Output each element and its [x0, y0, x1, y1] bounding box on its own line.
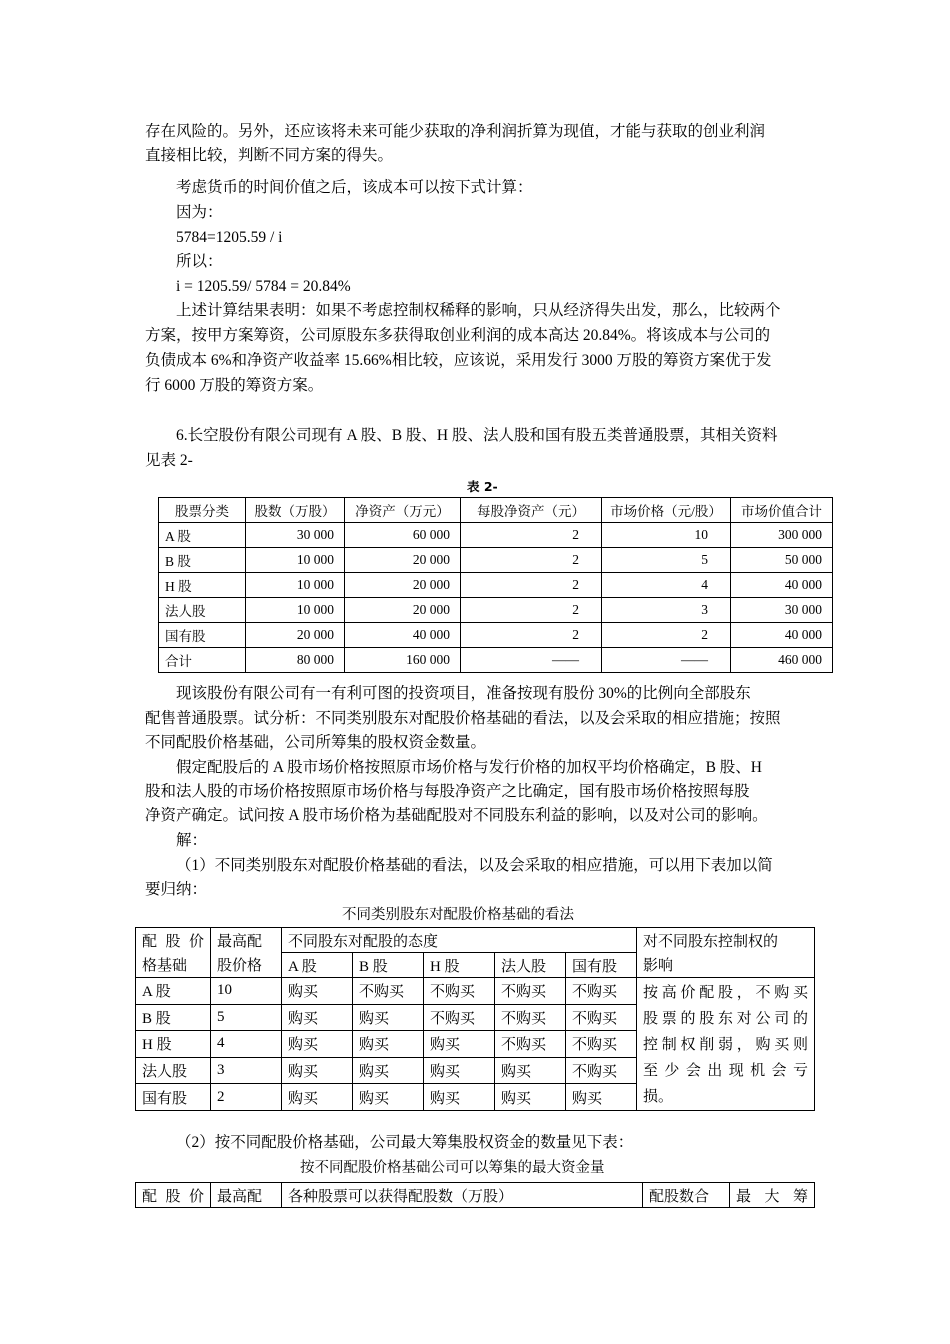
text-line: 考虑货币的时间价值之后，该成本可以按下式计算：	[176, 179, 533, 196]
text-line: 解：	[176, 832, 208, 849]
table-cell: 3	[211, 1057, 282, 1084]
table-cell: 合计	[159, 648, 246, 673]
table-cell: 4	[602, 573, 731, 598]
table-cell: 40 000	[345, 623, 461, 648]
table-cell: 法人股	[159, 598, 246, 623]
table-cell: 购买	[353, 1084, 424, 1111]
table-cell: 不购买	[424, 1004, 495, 1031]
table-cell: A 股	[136, 978, 211, 1005]
table-cell: 20 000	[345, 598, 461, 623]
table-total-row	[159, 648, 833, 673]
table-header-row	[159, 498, 833, 523]
control-effect-cell: 按高价配股，不购买 股票的股东对公司的 控制权削弱，购买则 至少会出现机会亏 损。	[637, 978, 815, 1111]
table-header-cell: 对不同股东控制权的	[637, 928, 815, 953]
table-cell: 购买	[282, 1084, 353, 1111]
text-line: 上述计算结果表明：如果不考虑控制权稀释的影响，只从经济得失出发，那么，比较两个	[176, 302, 781, 319]
table-cell: 60 000	[345, 523, 461, 548]
table-cell: 50 000	[731, 548, 833, 573]
table-cell: ——	[602, 648, 731, 673]
table-row	[159, 598, 833, 623]
table-cell: 5	[602, 548, 731, 573]
table-header-cell: 国有股	[566, 953, 637, 978]
table-cell: 购买	[282, 978, 353, 1005]
table-cell: 不购买	[353, 978, 424, 1005]
table-cell: 2	[211, 1084, 282, 1111]
table-cell: 2	[461, 573, 602, 598]
table-cell: 20 000	[345, 573, 461, 598]
table-cell: B 股	[159, 548, 246, 573]
text-line: 不同配股价格基础，公司所筹集的股权资金数量。	[145, 734, 487, 751]
table-header-cell: 法人股	[495, 953, 566, 978]
table-cell: 购买	[424, 1031, 495, 1058]
text-line: 因为：	[176, 204, 223, 221]
text-line: 行 6000 万股的筹资方案。	[145, 377, 324, 394]
table-row	[159, 623, 833, 648]
table-row	[159, 573, 833, 598]
table-cell: 40 000	[731, 623, 833, 648]
text-line: 股和法人股的市场价格按照原市场价格与每股净资产之比确定，国有股市场价格按照每股	[145, 783, 750, 800]
table-cell: 4	[211, 1031, 282, 1058]
table-caption: 表 2-	[467, 479, 498, 494]
table-cell: 30 000	[246, 523, 345, 548]
table-cell: 不购买	[495, 978, 566, 1005]
text-line: 直接相比较，判断不同方案的得失。	[145, 147, 394, 164]
table-cell: 不购买	[424, 978, 495, 1005]
text-line: （1）不同类别股东对配股价格基础的看法，以及会采取的相应措施，可以用下表加以简	[176, 857, 773, 874]
table-cell: 不购买	[566, 1057, 637, 1084]
table-header-cell: 配股数合	[643, 1183, 730, 1208]
table-cell: 5	[211, 1004, 282, 1031]
table-header-cell: 最 大 筹	[730, 1183, 815, 1208]
table-cell: 20 000	[345, 548, 461, 573]
text-line: 要归纳：	[145, 881, 208, 898]
table-cell: 2	[461, 623, 602, 648]
table-cell: 10 000	[246, 548, 345, 573]
text-line: 见表 2-	[145, 452, 193, 469]
table-cell: 3	[602, 598, 731, 623]
table-header-cell: 市场价值合计	[731, 498, 833, 523]
table-header-cell: 配 股 价	[136, 1183, 211, 1208]
table-header-row	[136, 1183, 815, 1208]
table-cell: H 股	[159, 573, 246, 598]
table-header-cell: 最高配	[211, 928, 282, 953]
table-caption: 按不同配股价格基础公司可以筹集的最大资金量	[300, 1160, 605, 1176]
table-row	[136, 978, 815, 1005]
table-cell: 10 000	[246, 598, 345, 623]
text-line: 存在风险的。另外，还应该将未来可能少获取的净利润折算为现值，才能与获取的创业利润	[145, 123, 766, 140]
table-header-cell: 最高配	[211, 1183, 282, 1208]
table-cell: 购买	[282, 1004, 353, 1031]
table-cell: A 股	[159, 523, 246, 548]
table-header-cell: 配 股 价	[136, 928, 211, 953]
table-cell: 购买	[282, 1057, 353, 1084]
table-cell: 购买	[424, 1057, 495, 1084]
table-cell: 2	[461, 548, 602, 573]
table-cell: 80 000	[246, 648, 345, 673]
text-line: （2）按不同配股价格基础，公司最大筹集股权资金的数量见下表：	[176, 1134, 634, 1151]
table-header-cell: 股数（万股）	[246, 498, 345, 523]
table-cell: 购买	[495, 1057, 566, 1084]
text-line: 现该股份有限公司有一有利可图的投资项目，准备按现有股份 30%的比例向全部股东	[176, 685, 751, 702]
table-header-cell: 影响	[637, 953, 815, 978]
table-cell: ——	[461, 648, 602, 673]
table-cell: 10	[211, 978, 282, 1005]
table-cell: 购买	[495, 1084, 566, 1111]
table-cell: 300 000	[731, 523, 833, 548]
text-line: 负债成本 6%和净资产收益率 15.66%相比较，应该说，采用发行 3000 万股的筹资方案优于发	[145, 352, 772, 369]
table-cell: H 股	[136, 1031, 211, 1058]
attitude-table	[135, 927, 815, 1111]
text-line: 净资产确定。试问按 A 股市场价格为基础配股对不同股东利益的影响，以及对公司的影响。	[145, 807, 768, 824]
table-header-cell: 市场价格（元/股）	[602, 498, 731, 523]
table-cell: 不购买	[495, 1004, 566, 1031]
table-caption: 不同类别股东对配股价格基础的看法	[342, 907, 574, 923]
table-cell: 购买	[353, 1004, 424, 1031]
table-cell: 30 000	[731, 598, 833, 623]
table-cell: 20 000	[246, 623, 345, 648]
table-row	[159, 523, 833, 548]
table-header-cell: 净资产（万元）	[345, 498, 461, 523]
table-cell: 国有股	[136, 1084, 211, 1111]
table-header-cell: 格基础	[136, 953, 211, 978]
table-cell: 460 000	[731, 648, 833, 673]
table-cell: 购买	[566, 1084, 637, 1111]
table-cell: 法人股	[136, 1057, 211, 1084]
text-line: 配售普通股票。试分析：不同类别股东对配股价格基础的看法，以及会采取的相应措施；按照	[145, 710, 781, 727]
table-cell: 2	[461, 523, 602, 548]
stock-data-table	[158, 497, 833, 673]
formula-line: i = 1205.59/ 5784 = 20.84%	[176, 278, 351, 295]
table-cell: 不购买	[495, 1031, 566, 1058]
text-line: 假定配股后的 A 股市场价格按照原市场价格与发行价格的加权平均价格确定，B 股、H	[176, 759, 762, 776]
table-cell: 2	[602, 623, 731, 648]
table-cell: 10 000	[246, 573, 345, 598]
table-cell: 不购买	[566, 978, 637, 1005]
max-fund-table	[135, 1182, 815, 1208]
text-line: 所以：	[176, 253, 223, 270]
table-cell: 购买	[424, 1084, 495, 1111]
text-line: 方案，按甲方案筹资，公司原股东多获得取创业利润的成本高达 20.84%。将该成本与公司的	[145, 327, 771, 344]
table-header-cell: 各种股票可以获得配股数（万股）	[282, 1183, 643, 1208]
table-header-cell: 每股净资产（元）	[461, 498, 602, 523]
table-cell: 10	[602, 523, 731, 548]
table-cell: 40 000	[731, 573, 833, 598]
table-cell: 2	[461, 598, 602, 623]
table-cell: B 股	[136, 1004, 211, 1031]
table-header-cell: 股票分类	[159, 498, 246, 523]
table-cell: 购买	[353, 1057, 424, 1084]
table-header-cell: B 股	[353, 953, 424, 978]
table-header-cell: H 股	[424, 953, 495, 978]
table-header-cell: 股价格	[211, 953, 282, 978]
text-line: 6.长空股份有限公司现有 A 股、B 股、H 股、法人股和国有股五类普通股票，其相关资料	[176, 427, 778, 444]
table-cell: 不购买	[566, 1004, 637, 1031]
table-cell: 不购买	[566, 1031, 637, 1058]
table-header-cell: A 股	[282, 953, 353, 978]
table-row	[159, 548, 833, 573]
table-cell: 购买	[282, 1031, 353, 1058]
formula-line: 5784=1205.59 / i	[176, 229, 283, 246]
table-cell: 国有股	[159, 623, 246, 648]
table-header-cell: 不同股东对配股的态度	[282, 928, 637, 953]
table-cell: 购买	[353, 1031, 424, 1058]
table-cell: 160 000	[345, 648, 461, 673]
